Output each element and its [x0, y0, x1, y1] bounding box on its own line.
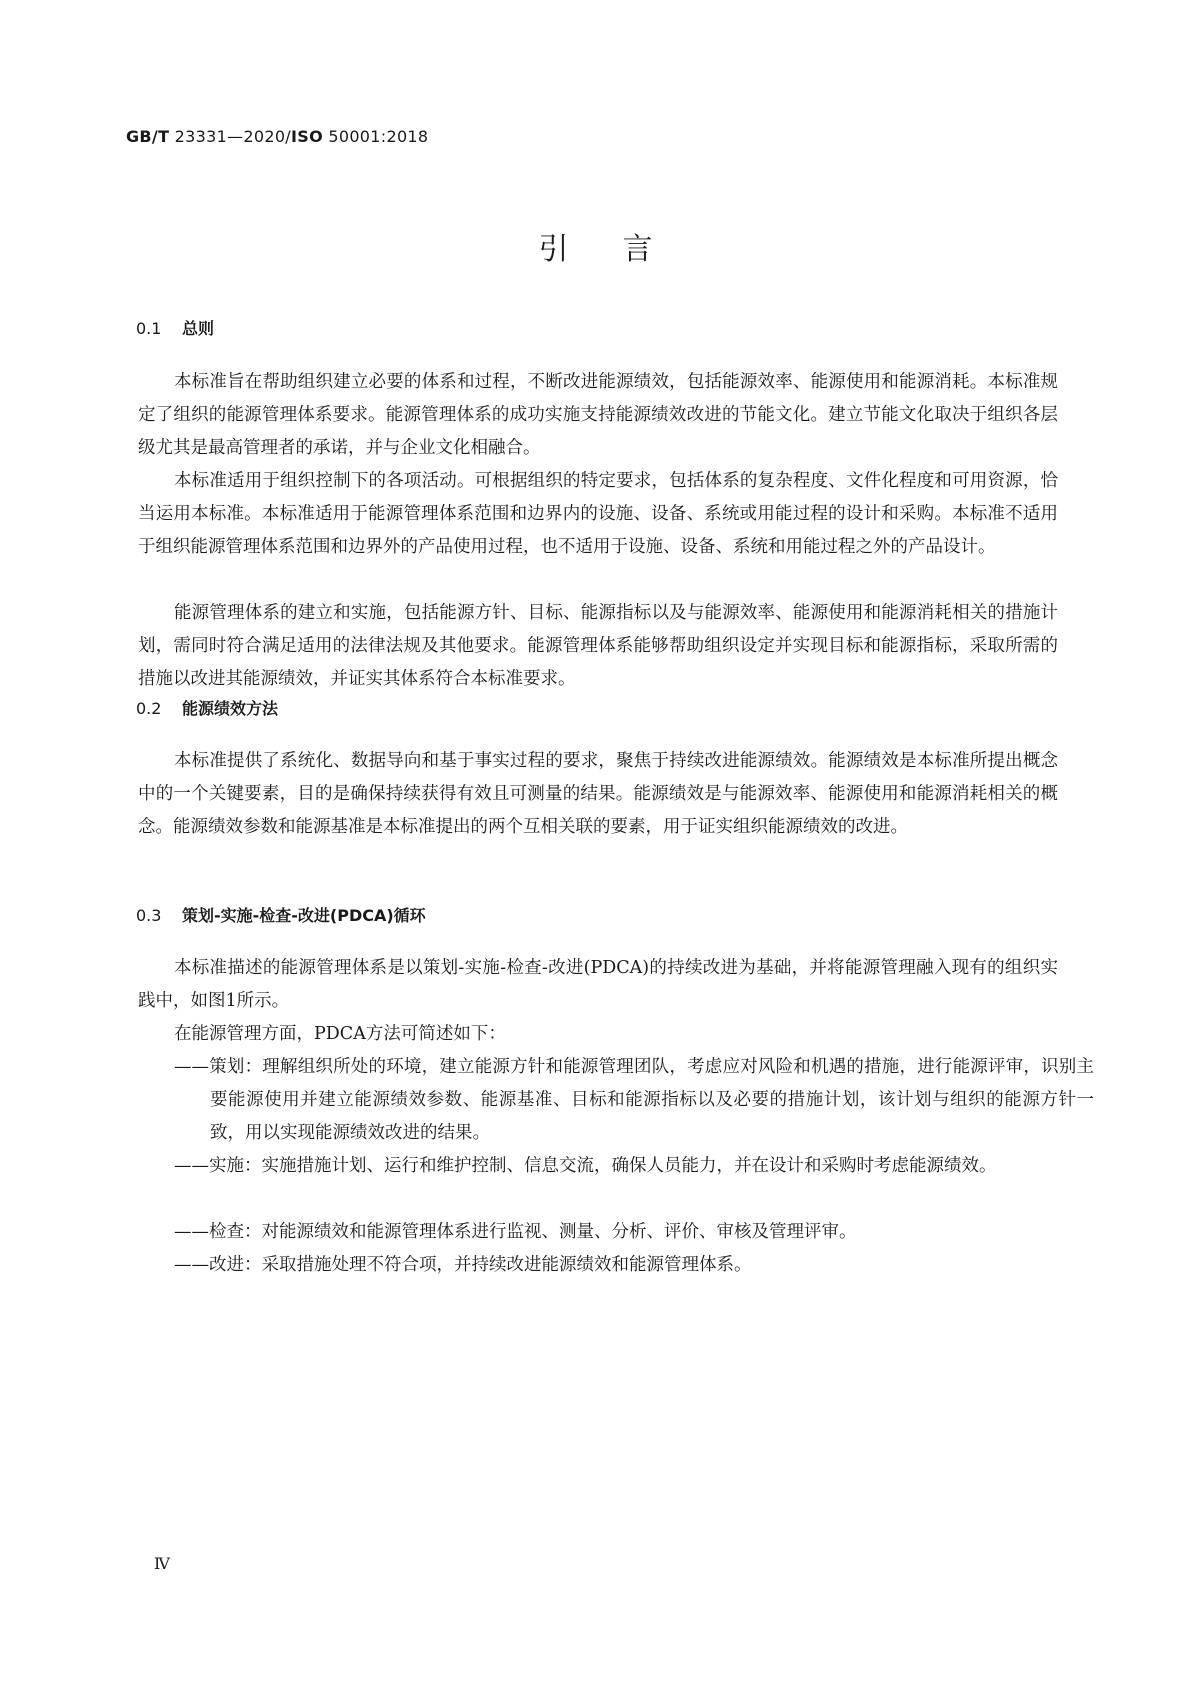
- list-item-act: ——改进：采取措施处理不符合项，并持续改进能源绩效和能源管理体系。: [174, 1255, 752, 1275]
- section-number: 0.1: [136, 319, 162, 338]
- section-title: 策划-实施-检查-改进(PDCA)循环: [182, 906, 426, 925]
- paragraph: 本标准适用于组织控制下的各项活动。可根据组织的特定要求，包括体系的复杂程度、文件化程度和可用资源，恰当运用本标准。本标准适用于能源管理体系范围和边界内的设施、设备、系统或用能过程的设计和采购。本标准不适用于组织能源管理体系范围和边界外的产品使用过程，也不适用于设施、设备、系统和用能过程之外的产品设计。: [138, 471, 1058, 557]
- paragraph: 在能源管理方面，PDCA方法可简述如下：: [174, 1024, 506, 1044]
- list-item-check: ——检查：对能源绩效和能源管理体系进行监视、测量、分析、评价、审核及管理评审。: [174, 1222, 857, 1242]
- standard-code-number: 23331—2020/: [169, 127, 291, 146]
- document-header: [126, 127, 428, 146]
- paragraph: 本标准描述的能源管理体系是以策划-实施-检查-改进(PDCA)的持续改进为基础，并将能源管理融入现有的组织实践中，如图1所示。: [138, 958, 1058, 1011]
- section-number: 0.3: [136, 906, 162, 925]
- paragraph: 本标准旨在帮助组织建立必要的体系和过程，不断改进能源绩效，包括能源效率、能源使用和能源消耗。本标准规定了组织的能源管理体系要求。能源管理体系的成功实施支持能源绩效改进的节能文化。建立节能文化取决于组织各层级尤其是最高管理者的承诺，并与企业文化相融合。: [138, 372, 1058, 458]
- section-heading-0-1: [136, 316, 214, 339]
- section-heading-0-2: [136, 696, 278, 719]
- section-title: 能源绩效方法: [182, 699, 279, 718]
- paragraph: 能源管理体系的建立和实施，包括能源方针、目标、能源指标以及与能源效率、能源使用和能源消耗相关的措施计划，需同时符合满足适用的法律法规及其他要求。能源管理体系能够帮助组织设定并实现目标和能源指标，采取所需的措施以改进其能源绩效，并证实其体系符合本标准要求。: [138, 603, 1058, 689]
- section-heading-0-3: [136, 903, 426, 926]
- list-item-do: ——实施：实施措施计划、运行和维护控制、信息交流，确保人员能力，并在设计和采购时考虑能源绩效。: [174, 1156, 997, 1176]
- iso-code-prefix: ISO: [291, 127, 323, 146]
- paragraph: 本标准提供了系统化、数据导向和基于事实过程的要求，聚焦于持续改进能源绩效。能源绩效是本标准所提出概念中的一个关键要素，目的是确保持续获得有效且可测量的结果。能源绩效是与能源效率、能源使用和能源消耗相关的概念。能源绩效参数和能源基准是本标准提出的两个互相关联的要素，用于证实组织能源绩效的改进。: [138, 751, 1058, 837]
- iso-code-number: 50001:2018: [322, 127, 429, 146]
- section-number: 0.2: [136, 699, 162, 718]
- page-number: Ⅳ: [154, 1554, 170, 1573]
- list-item-plan: ——策划：理解组织所处的环境，建立能源方针和能源管理团队，考虑应对风险和机遇的措施，进行能源评审，识别主要能源使用并建立能源绩效参数、能源基准、目标和能源指标以及必要的措施计划，该计划与组织的能源方针一致，用以实现能源绩效改进的结果。: [174, 1057, 1094, 1143]
- page-title: 引言: [538, 232, 707, 267]
- section-title: 总则: [182, 319, 215, 338]
- standard-code-prefix: GB/T: [126, 127, 170, 146]
